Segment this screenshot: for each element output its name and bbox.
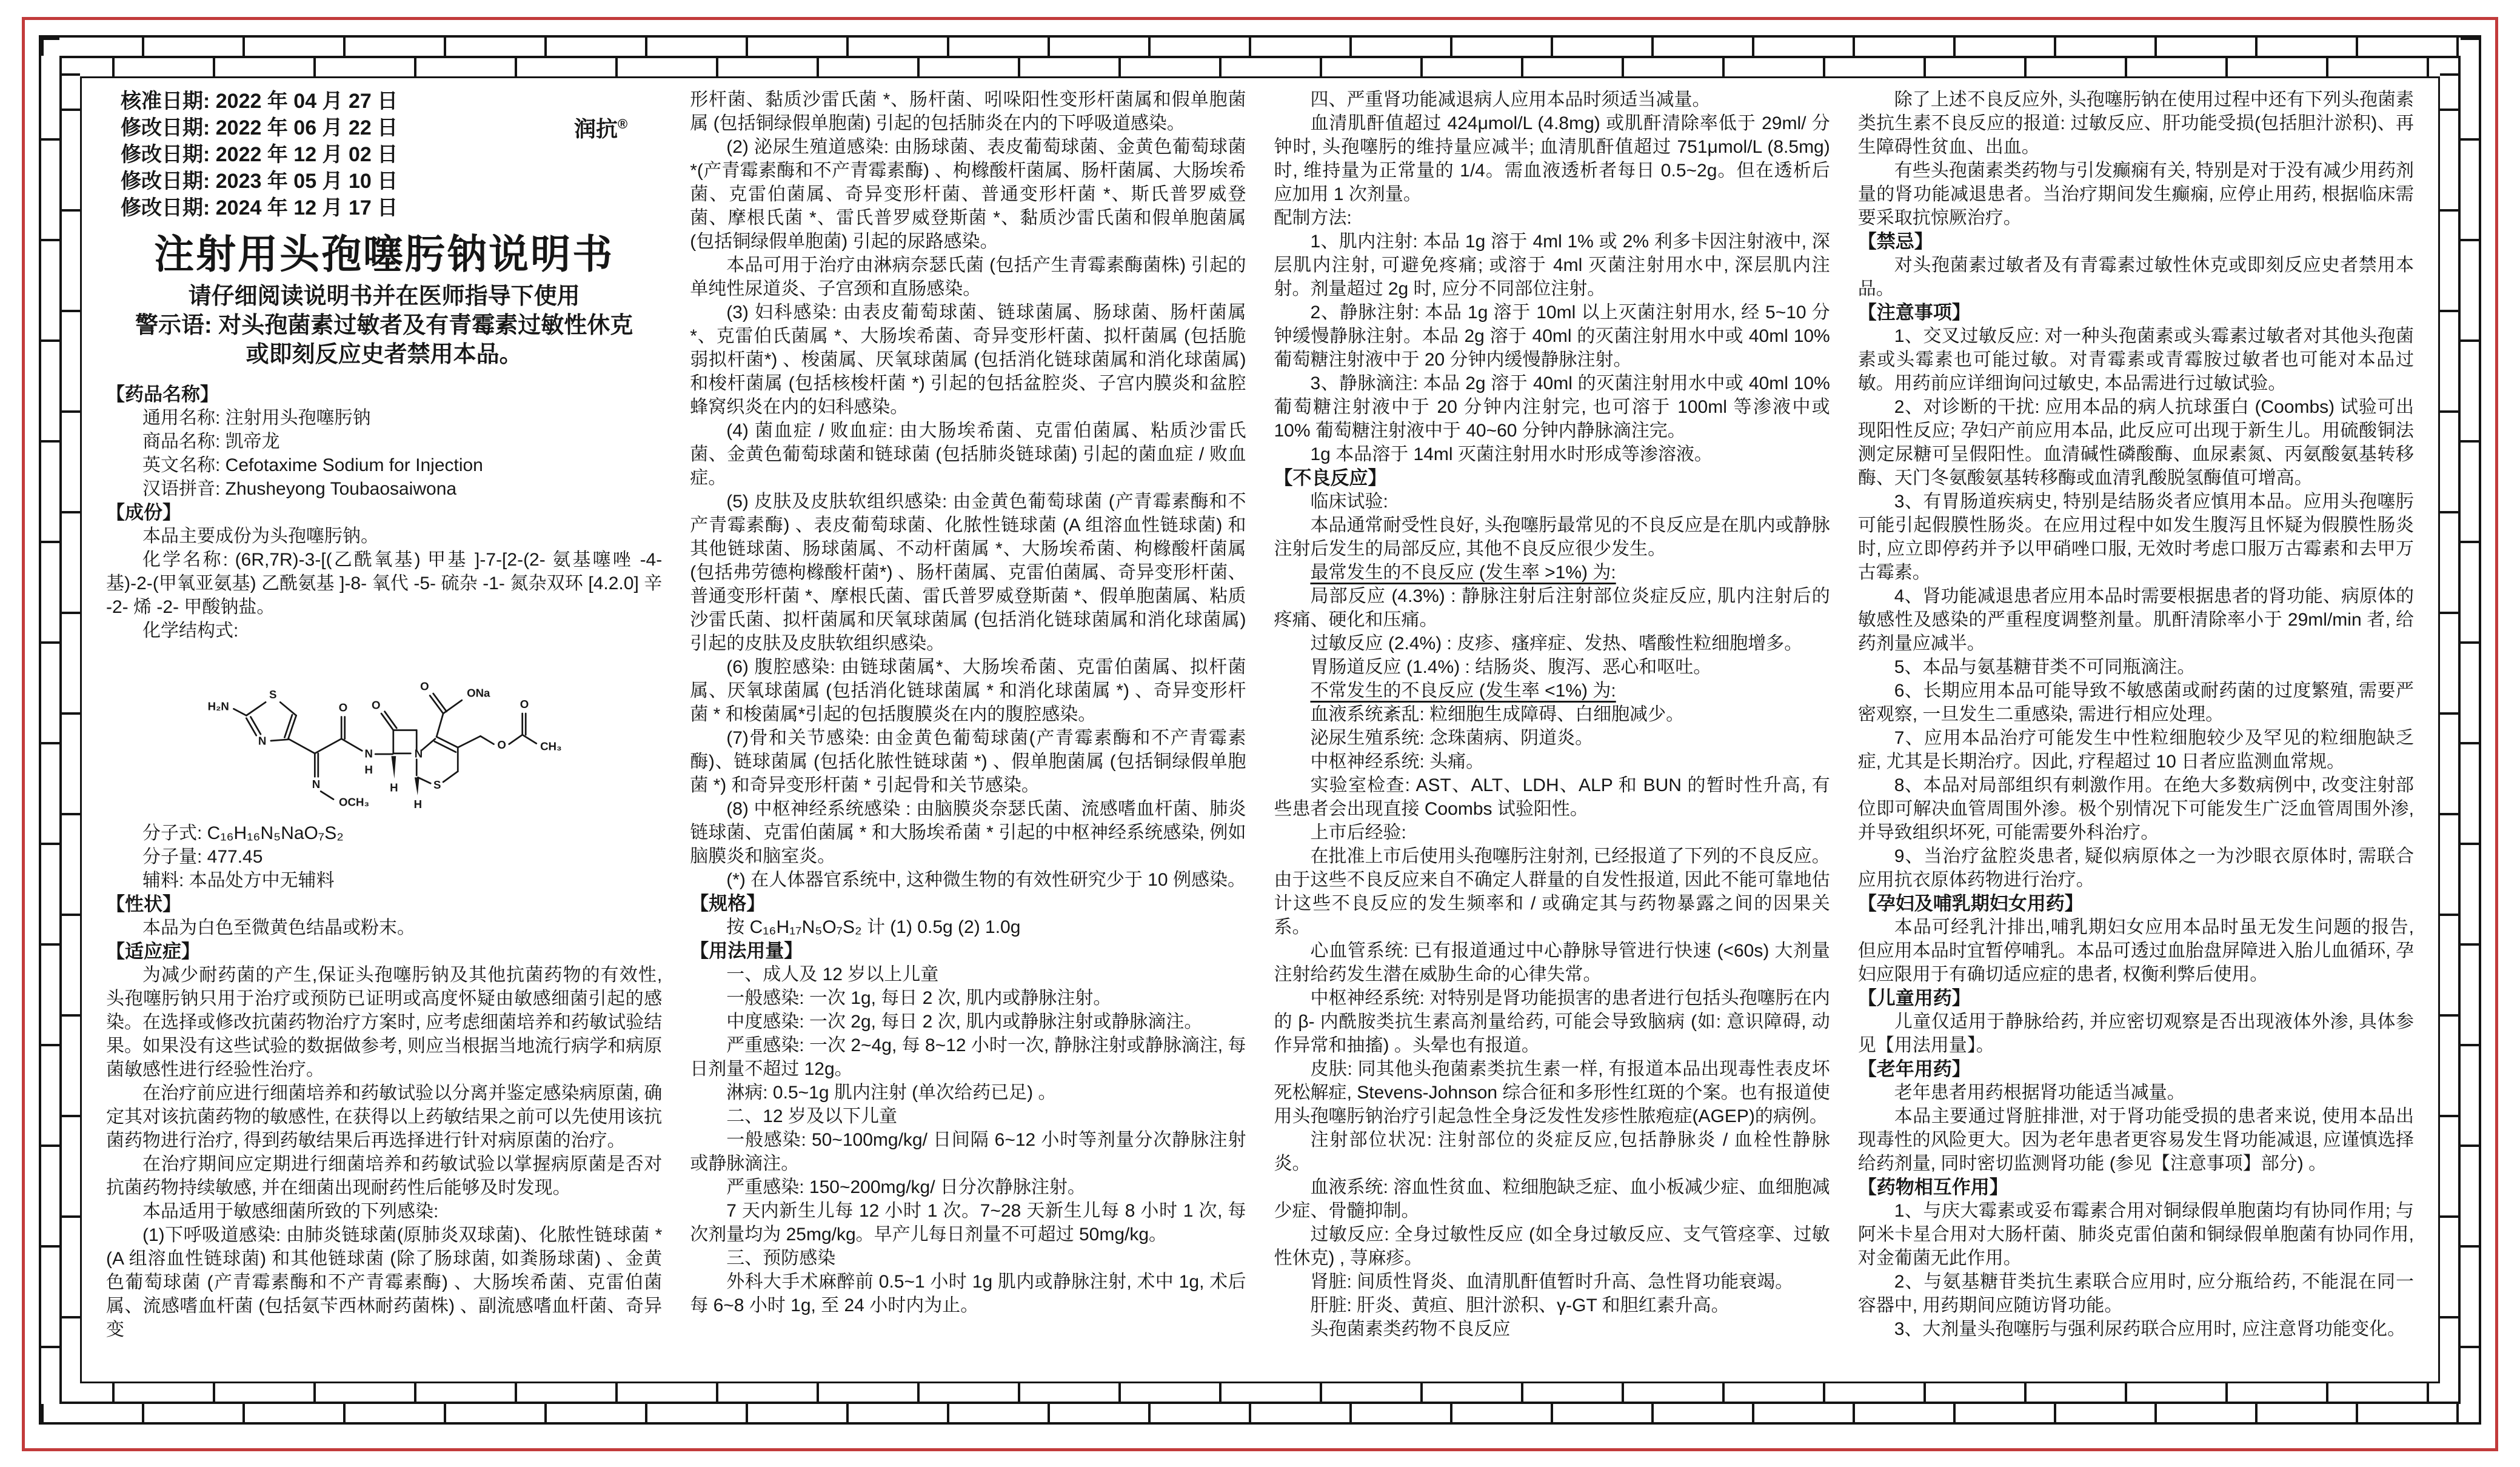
paragraph: 2、对诊断的干扰: 应用本品的病人抗球蛋白 (Coombs) 试验可出现阳性反应; 孕妇产前应用本品, 此反应可出现于新生儿。用硫酸铜法测定尿糖可呈假阳性。血清碱性磷酸酶、血尿素氮、丙氨酸氨基转移酶、天门冬氨酸氨基转移酶或血清乳酸脱氢酶值可增高。 xyxy=(1857,397,2414,488)
atom-label: OCH₃ xyxy=(338,795,369,809)
warning-line: 请仔细阅读说明书并在医师指导下使用 xyxy=(188,284,580,309)
paragraph: 1、肌内注射: 本品 1g 溶于 4ml 1% 或 2% 利多卡因注射液中, 深层肌内注射, 可避免疼痛; 或溶于 4ml 灭菌注射用水中, 深层肌内注射。剂量超过 2g 时, 应分不同部位注射。 xyxy=(1274,232,1830,299)
atom-label: O xyxy=(338,701,347,714)
registered-mark-icon: ® xyxy=(618,116,628,132)
paragraph: 肾脏: 间质性肾炎、血清肌酐值暂时升高、急性肾功能衰竭。 xyxy=(1310,1272,1794,1292)
paragraph: 头孢菌素类药物不良反应 xyxy=(1310,1319,1511,1339)
paragraph: 4、肾功能减退患者应用本品时需要根据患者的肾功能、病原体的敏感性及感染的严重程度调整剂量。肌酐清除率小于 29ml/min 者, 给药剂量应减半。 xyxy=(1857,586,2414,653)
paragraph: 英文名称: Cefotaxime Sodium for Injection xyxy=(142,455,483,475)
decorative-border-middle xyxy=(59,56,2461,1404)
paragraph: 3、静脉滴注: 本品 2g 溶于 40ml 的灭菌注射用水中或 40ml 10% 葡萄糖注射液中于 20 分钟内注射完, 也可溶于 100ml 等渗液中或 10% 葡萄糖注射液中于 40~60 分钟内静脉滴注完。 xyxy=(1274,373,1830,441)
paragraph: 局部反应 (4.3%) : 静脉注射后注射部位炎症反应, 肌内注射后的疼痛、硬化和压痛。 xyxy=(1274,586,1830,630)
paragraph: 2、静脉注射: 本品 1g 溶于 10ml 以上灭菌注射用水, 经 5~10 分钟缓慢静脉注射。本品 2g 溶于 40ml 的灭菌注射用水中或 40ml 10% 葡萄糖注射液中于 20 分钟内缓慢静脉注射。 xyxy=(1274,302,1830,370)
atom-label: O xyxy=(497,738,506,752)
paragraph: 在批准上市后使用头孢噻肟注射剂, 已经报道了下列的不良反应。由于这些不良反应来自不确定人群量的自发性报道, 因此不能可靠地估计这些不良反应的发生频率和 / 或确定其与药物暴露之间的因果关系。 xyxy=(1274,846,1830,937)
paragraph: 化学结构式: xyxy=(142,621,239,641)
section-heading: 【药物相互作用】 xyxy=(1857,1177,2008,1198)
approval-date: 修改日期: 2022 年 12 月 02 日 xyxy=(121,143,398,166)
paragraph: (1)下呼吸道感染: 由肺炎链球菌(原肺炎双球菌)、化脓性链球菌 *(A 组溶血性链球菌) 和其他链球菌 (除了肠球菌, 如粪肠球菌) 、金黄色葡萄球菌 (产青霉素酶和不产青霉素酶) 、大肠埃希菌、克雷伯菌属、流感嗜血杆菌 (包括氨苄西林耐药菌株) 、副流感嗜血杆菌、奇异变 xyxy=(106,1225,663,1340)
paragraph: 本品通常耐受性良好, 头孢噻肟最常见的不良反应是在肌内或静脉注射后发生的局部反应, 其他不良反应很少发生。 xyxy=(1274,515,1830,559)
paragraph: 本品为白色至微黄色结晶或粉末。 xyxy=(142,918,415,938)
paragraph: 本品主要成份为头孢噻肟钠。 xyxy=(142,526,379,546)
paragraph: 3、有胃肠道疾病史, 特别是结肠炎者应慎用本品。应用头孢噻肟可能引起假膜性肠炎。在应用过程中如发生腹泻且怀疑为假膜性肠炎时, 应立即停药并予以甲硝唑口服, 无效时考虑口服万古霉素和去甲万古霉素。 xyxy=(1857,492,2414,583)
warning-line: 或即刻反应史者禁用本品。 xyxy=(246,342,523,367)
paragraph: 通用名称: 注射用头孢噻肟钠 xyxy=(142,408,371,428)
paragraph: 外科大手术麻醉前 0.5~1 小时 1g 肌内或静脉注射, 术中 1g, 术后每 6~8 小时 1g, 至 24 小时内为止。 xyxy=(690,1272,1246,1315)
paragraph: 7、应用本品治疗可能发生中性粒细胞较少及罕见的粒细胞缺乏症, 尤其是长期治疗。因此, 疗程超过 10 日者应监测血常规。 xyxy=(1857,728,2414,772)
section-heading: 【药品名称】 xyxy=(106,384,219,405)
paragraph: 在治疗期间应定期进行细菌培养和药敏试验以掌握病原菌是否对抗菌药物持续敏感, 并在细菌出现耐药性后能够及时发现。 xyxy=(106,1154,663,1198)
paragraph: 儿童仅适用于静脉给药, 并应密切观察是否出现液体外渗, 具体参见【用法用量】。 xyxy=(1857,1012,2414,1055)
brand-name: 润抗 xyxy=(574,116,618,141)
paragraph: 分子式: C₁₆H₁₆N₅NaO₇S₂ xyxy=(142,823,344,844)
paragraph: 辅料: 本品处方中无辅料 xyxy=(142,871,335,891)
paragraph: 严重感染: 150~200mg/kg/ 日分次静脉注射。 xyxy=(726,1177,1086,1197)
border-tick-row xyxy=(41,38,59,1422)
paragraph: 四、严重肾功能减退病人应用本品时须适当减量。 xyxy=(1310,90,1711,110)
subsection-underline: 最常发生的不良反应 (发生率 >1%) 为: xyxy=(1310,563,1616,583)
approval-date: 修改日期: 2022 年 06 月 22 日 xyxy=(121,116,398,139)
decorative-border-inner xyxy=(80,76,2440,1383)
paragraph: 严重感染: 一次 2~4g, 每 8~12 小时一次, 静脉注射或静脉滴注, 每日剂量不超过 12g。 xyxy=(690,1035,1246,1079)
paragraph: 血液系统: 溶血性贫血、粒细胞缺乏症、血小板减少症、血细胞减少症、骨髓抑制。 xyxy=(1274,1177,1830,1221)
section-heading: 【用法用量】 xyxy=(690,940,803,961)
approval-date: 修改日期: 2024 年 12 月 17 日 xyxy=(121,196,398,219)
approval-date: 修改日期: 2023 年 05 月 10 日 xyxy=(121,170,398,193)
document-title: 注射用头孢噻肟钠说明书 xyxy=(154,232,615,276)
border-tick-row xyxy=(62,1383,2458,1402)
paragraph: 1、与庆大霉素或妥布霉素合用对铜绿假单胞菌均有协同作用; 与阿米卡星合用对大肠杆菌、肺炎克雷伯菌和铜绿假单胞菌有协同作用, 对金葡菌无此作用。 xyxy=(1857,1201,2414,1268)
paragraph: 泌尿生殖系统: 念珠菌病、阴道炎。 xyxy=(1310,728,1594,748)
paragraph: 8、本品对局部组织有刺激作用。在绝大多数病例中, 改变注射部位即可解决血管周围外渗。极个别情况下可能发生广泛血管周围外渗, 并导致组织坏死, 可能需要外科治疗。 xyxy=(1857,775,2414,843)
paragraph: 3、大剂量头孢噻肟与强利尿药联合应用时, 应注意肾功能变化。 xyxy=(1894,1319,2406,1339)
atom-label: CH₃ xyxy=(540,740,562,753)
atom-label: N xyxy=(414,747,423,760)
paragraph: (3) 妇科感染: 由表皮葡萄球菌、链球菌属、肠球菌、肠杆菌属 *、克雷伯氏菌属 *、大肠埃希菌、奇异变形杆菌、拟杆菌属 (包括脆弱拟杆菌*) 、梭菌属、厌氧球菌属 (包括消化链球菌属和消化球菌属) 和梭杆菌属 (包括核梭杆菌 *) 引起的包括盆腔炎、子宫内膜炎和盆腔蜂窝织炎在内的妇科感染。 xyxy=(690,302,1246,417)
paragraph: 上市后经验: xyxy=(1310,823,1406,843)
columns xyxy=(106,88,2414,1375)
paragraph: 一般感染: 50~100mg/kg/ 日间隔 6~12 小时等剂量分次静脉注射或静脉滴注。 xyxy=(690,1130,1246,1174)
atom-label: S xyxy=(433,778,441,792)
paragraph: 9、当治疗盆腔炎患者, 疑似病原体之一为沙眼衣原体时, 需联合应用抗衣原体药物进行治疗。 xyxy=(1857,846,2414,890)
paragraph: 二、12 岁及以下儿童 xyxy=(726,1106,897,1126)
decorative-border-outer xyxy=(39,35,2481,1425)
paragraph: 老年患者用药根据肾功能适当减量。 xyxy=(1894,1083,2185,1103)
paragraph: 1、交叉过敏反应: 对一种头孢菌素或头霉素过敏者对其他头孢菌素或头霉素也可能过敏。对青霉素或青霉胺过敏者也可能对本品过敏。用药前应详细询问过敏史, 本品需进行过敏试验。 xyxy=(1857,326,2414,393)
paragraph: 7 天内新生儿每 12 小时 1 次。7~28 天新生儿每 8 小时 1 次, 每次剂量均为 25mg/kg。早产儿每日剂量不可超过 50mg/kg。 xyxy=(690,1201,1246,1245)
atom-label: H xyxy=(389,781,398,794)
paragraph: 中度感染: 一次 2g, 每日 2 次, 肌内或静脉注射或静脉滴注。 xyxy=(726,1012,1203,1032)
column-1 xyxy=(106,88,662,1375)
paragraph: (4) 菌血症 / 败血症: 由大肠埃希菌、克雷伯菌属、粘质沙雷氏菌、金黄色葡萄球菌和链球菌 (包括肺炎链球菌) 引起的菌血症 / 败血症。 xyxy=(690,421,1246,488)
paragraph: 中枢神经系统: 对特别是肾功能损害的患者进行包括头孢噻肟在内的 β- 内酰胺类抗生素高剂量给药, 可能会导致脑病 (如: 意识障碍, 动作异常和抽搐) 。头晕也有报道。 xyxy=(1274,988,1830,1055)
paragraph: 一般感染: 一次 1g, 每日 2 次, 肌内或静脉注射。 xyxy=(726,988,1112,1008)
paragraph: 实验室检查: AST、ALT、LDH、ALP 和 BUN 的暂时性升高, 有些患者会出现直接 Coombs 试验阳性。 xyxy=(1274,775,1830,819)
insert-content xyxy=(82,78,2438,1382)
border-tick-row xyxy=(41,38,2479,56)
section-heading: 【性状】 xyxy=(106,894,181,915)
atom-label: S xyxy=(269,687,277,701)
paragraph: 过敏反应 (2.4%) : 皮疹、瘙痒症、发热、嗜酸性粒细胞增多。 xyxy=(1310,633,1803,653)
paragraph: 汉语拼音: Zhusheyong Toubaosaiwona xyxy=(142,479,457,499)
atom-label: N xyxy=(364,747,373,760)
paragraph: 本品可用于治疗由淋病奈瑟氏菌 (包括产生青霉素酶菌株) 引起的单纯性尿道炎、子宫颈和直肠感染。 xyxy=(690,255,1246,299)
atom-label: H₂N xyxy=(207,700,229,713)
paragraph: 淋病: 0.5~1g 肌内注射 (单次给药已足) 。 xyxy=(726,1083,1057,1103)
section-heading: 【注意事项】 xyxy=(1857,302,1971,323)
atom-label: H xyxy=(413,797,422,810)
paragraph: 5、本品与氨基糖苷类不可同瓶滴注。 xyxy=(1894,657,2196,677)
paragraph: 形杆菌、黏质沙雷氏菌 *、肠杆菌、吲哚阳性变形杆菌属和假单胞菌属 (包括铜绿假单胞菌) 引起的包括肺炎在内的下呼吸道感染。 xyxy=(690,90,1246,133)
paragraph: (*) 在人体器官系统中, 这种微生物的有效性研究少于 10 例感染。 xyxy=(726,870,1246,890)
paragraph: 血液系统紊乱: 粒细胞生成障碍、白细胞减少。 xyxy=(1310,704,1685,724)
paragraph: 临床试验: xyxy=(1310,492,1388,512)
paragraph: 配制方法: xyxy=(1274,208,1352,228)
paragraph: 本品主要通过肾脏排泄, 对于肾功能受损的患者来说, 使用本品出现毒性的风险更大。因为老年患者更容易发生肾功能减退, 应谨慎选择给药剂量, 同时密切监测肾功能 (参见【注意事项】部分) 。 xyxy=(1857,1106,2414,1174)
paragraph: 1g 本品溶于 14ml 灭菌注射用水时形成等渗溶液。 xyxy=(1310,444,1713,464)
section-heading: 【适应症】 xyxy=(106,941,200,963)
atom-label: O xyxy=(520,698,529,711)
warning-line: 警示语: 对头孢菌素过敏者及有青霉素过敏性休克 xyxy=(135,313,633,338)
section-heading: 【孕妇及哺乳期妇女用药】 xyxy=(1857,893,2084,914)
border-tick-row xyxy=(41,1404,2479,1422)
paragraph: (5) 皮肤及皮肤软组织感染: 由金黄色葡萄球菌 (产青霉素酶和不产青霉素酶) 、表皮葡萄球菌、化脓性链球菌 (A 组溶血性链球菌) 和其他链球菌、肠球菌属、不动杆菌属 *、大肠埃希菌、枸橼酸杆菌属 (包括弗劳德枸橼酸杆菌*) 、肠杆菌属、克雷伯菌属、奇异变形杆菌、普通变形杆菌 *、摩根氏菌、雷氏普罗威登斯菌 *、假单胞菌属、粘质沙雷氏菌、拟杆菌属和厌氧球菌属 (包括消化链球菌属和消化球菌属) 引起的皮肤及皮肤软组织感染。 xyxy=(690,492,1246,653)
paragraph: 在治疗前应进行细菌培养和药敏试验以分离并鉴定感染病原菌, 确定其对该抗菌药物的敏感性, 在获得以上药敏结果之前可以先使用该抗菌药物进行治疗, 得到药敏结果后再选择进行针对病原菌的治疗。 xyxy=(106,1083,663,1151)
section-heading: 【儿童用药】 xyxy=(1857,987,1971,1009)
cefotaxime-structure-drawing xyxy=(196,645,572,818)
atom-label: N xyxy=(312,777,320,790)
border-tick-row xyxy=(62,58,80,1402)
paragraph: (8) 中枢神经系统感染 : 由脑膜炎奈瑟氏菌、流感嗜血杆菌、肺炎链球菌、克雷伯菌属 * 和大肠埃希菌 * 引起的中枢神经系统感染, 例如脑膜炎和脑室炎。 xyxy=(690,799,1246,866)
column-3 xyxy=(1274,88,1830,1375)
paragraph: 血清肌酐值超过 424μmol/L (4.8mg) 或肌酐清除率低于 29ml/ 分钟时, 头孢噻肟的维持量应减半; 血清肌酐值超过 751μmol/L (8.5mg) 时, 维持量为正常量的 1/4。需血液透析者每日 0.5~2g。但在透析后应加用 1 次剂量。 xyxy=(1274,113,1830,204)
border-tick-row xyxy=(62,58,2458,76)
paragraph: 有些头孢菌素类药物与引发癫痫有关, 特别是对于没有减少用药剂量的肾功能减退患者。当治疗期间发生癫痫, 应停止用药, 根据临床需要采取抗惊厥治疗。 xyxy=(1857,161,2414,228)
section-heading: 【成份】 xyxy=(106,502,181,523)
paragraph: 为减少耐药菌的产生,保证头孢噻肟钠及其他抗菌药物的有效性, 头孢噻肟钠只用于治疗或预防已证明或高度怀疑由敏感细菌引起的感染。在选择或修改抗菌药物治疗方案时, 应考虑细菌培养和药敏试验结果。如果没有这些试验的数据做参考, 则应当根据当地流行病学和病原菌敏感性进行经验性治疗。 xyxy=(106,965,663,1080)
paragraph: 本品适用于敏感细菌所致的下列感染: xyxy=(142,1201,439,1222)
atom-label: O xyxy=(419,680,429,693)
chemical-structure xyxy=(196,645,572,818)
section-heading: 【规格】 xyxy=(690,893,766,914)
paragraph: 皮肤: 同其他头孢菌素类抗生素一样, 有报道本品出现毒性表皮坏死松解症, Stevens-Johnson 综合征和多形性红斑的个案。也有报道使用头孢噻肟钠治疗引起急性全身泛发性发疹性脓疱症(AGEP)的病例。 xyxy=(1274,1059,1830,1126)
paragraph: 化学名称: (6R,7R)-3-[(乙酰氧基) 甲基 ]-7-[2-(2- 氨基噻唑 -4- 基)-2-(甲氧亚氨基) 乙酰氨基 ]-8- 氧代 -5- 硫杂 -1- 氮杂双环 [4.2.0] 辛 -2- 烯 -2- 甲酸钠盐。 xyxy=(106,550,663,617)
paragraph: 2、与氨基糖苷类抗生素联合应用时, 应分瓶给药, 不能混在同一容器中, 用药期间应随访肾功能。 xyxy=(1857,1272,2414,1315)
border-tick-row xyxy=(2461,38,2479,1422)
column-2 xyxy=(690,88,1246,1375)
paragraph: 6、长期应用本品可能导致不敏感菌或耐药菌的过度繁殖, 需要严密观察, 一旦发生二重感染, 需进行相应处理。 xyxy=(1857,681,2414,724)
atom-label: N xyxy=(258,734,267,747)
paragraph: 对头孢菌素过敏者及有青霉素过敏性休克或即刻反应史者禁用本品。 xyxy=(1857,255,2414,299)
paragraph: 心血管系统: 已有报道通过中心静脉导管进行快速 (<60s) 大剂量注射给药发生潜在威胁生命的心律失常。 xyxy=(1274,941,1830,984)
paragraph: (2) 泌尿生殖道感染: 由肠球菌、表皮葡萄球菌、金黄色葡萄球菌 *(产青霉素酶和不产青霉素酶) 、枸橼酸杆菌属、肠杆菌属、大肠埃希菌、克雷伯菌属、奇异变形杆菌、普通变形杆菌 *、斯氏普罗威登菌、摩根氏菌 *、雷氏普罗威登斯菌 *、黏质沙雷氏菌和假单胞菌属 (包括铜绿假单胞菌) 引起的尿路感染。 xyxy=(690,137,1246,252)
paragraph: (6) 腹腔感染: 由链球菌属*、大肠埃希菌、克雷伯菌属、拟杆菌属、厌氧球菌属 (包括消化链球菌属 * 和消化球菌属 *) 、奇异变形杆菌 * 和梭菌属*引起的包括腹膜炎在内的腹腔感染。 xyxy=(690,657,1246,724)
border-tick-row xyxy=(2440,58,2458,1402)
paragraph: 分子量: 477.45 xyxy=(142,847,263,867)
atom-label: ONa xyxy=(466,686,490,700)
section-heading: 【禁忌】 xyxy=(1857,231,1933,252)
atom-label: O xyxy=(371,698,381,712)
paragraph: 胃肠道反应 (1.4%) : 结肠炎、腹泻、恶心和呕吐。 xyxy=(1310,657,1712,677)
paragraph: 按 C₁₆H₁₇N₅O₇S₂ 计 (1) 0.5g (2) 1.0g xyxy=(726,917,1021,937)
paragraph: 商品名称: 凯帝龙 xyxy=(142,432,280,452)
section-heading: 【不良反应】 xyxy=(1274,467,1387,489)
paragraph: 一、成人及 12 岁以上儿童 xyxy=(726,964,939,984)
paragraph: 除了上述不良反应外, 头孢噻肟钠在使用过程中还有下列头孢菌素类抗生素不良反应的报道: 过敏反应、肝功能受损(包括胆汁淤积)、再生障碍性贫血、出血。 xyxy=(1857,90,2414,157)
paragraph: 注射部位状况: 注射部位的炎症反应,包括静脉炎 / 血栓性静脉炎。 xyxy=(1274,1130,1830,1174)
section-heading: 【老年用药】 xyxy=(1857,1058,1971,1080)
atom-label: H xyxy=(364,763,373,776)
paragraph: 本品可经乳汁排出,哺乳期妇女应用本品时虽无发生问题的报告, 但应用本品时宜暂停哺乳。本品可透过血胎盘屏障进入胎儿血循环, 孕妇应限用于有确切适应症的患者, 权衡利弊后使用。 xyxy=(1857,917,2414,984)
paragraph: 过敏反应: 全身过敏性反应 (如全身过敏反应、支气管痉挛、过敏性休克) , 荨麻疹。 xyxy=(1274,1225,1830,1268)
column-4 xyxy=(1858,88,2414,1375)
paragraph: 三、预防感染 xyxy=(726,1248,836,1268)
subsection-underline: 不常发生的不良反应 (发生率 <1%) 为: xyxy=(1310,681,1616,701)
paragraph: 中枢神经系统: 头痛。 xyxy=(1310,752,1485,772)
paragraph: (7)骨和关节感染: 由金黄色葡萄球菌(产青霉素酶和不产青霉素酶)、链球菌属 (包括化脓性链球菌 *) 、假单胞菌属 (包括铜绿假单胞菌 *) 和奇异变形杆菌 * 引起骨和关节感染。 xyxy=(690,728,1246,795)
paragraph: 肝脏: 肝炎、黄疸、胆汁淤积、γ-GT 和胆红素升高。 xyxy=(1310,1295,1730,1315)
approval-date: 核准日期: 2022 年 04 月 27 日 xyxy=(121,90,398,113)
